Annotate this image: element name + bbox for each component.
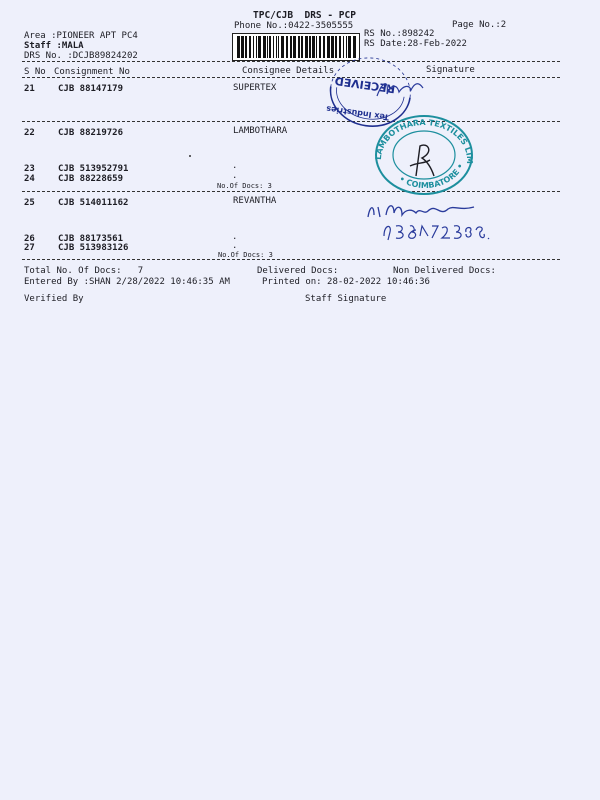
row-22-consignment: CJB 88219726 <box>58 128 124 138</box>
area-field: Area :PIONEER APT PC4 <box>24 31 138 41</box>
svg-text:Tex Industries: Tex Industries <box>325 104 390 122</box>
delivered-docs: Delivered Docs: <box>257 266 339 276</box>
group-rule-3 <box>22 259 560 260</box>
row-23-consignee: . <box>232 161 238 171</box>
row-27-sno: 27 <box>24 243 35 253</box>
stamp-signature <box>375 78 425 106</box>
row-23-consignment: CJB 513952791 <box>58 164 129 174</box>
row-26-sno: 26 <box>24 234 35 244</box>
verified-by-label: Verified By <box>24 294 84 304</box>
col-signature: Signature <box>426 65 475 75</box>
staff-signature-label: Staff Signature <box>305 294 387 304</box>
svg-text:RECEIVED: RECEIVED <box>333 74 396 96</box>
row-27-consignment: CJB 513983126 <box>58 243 129 253</box>
row-22-sno: 22 <box>24 128 35 138</box>
col-sno: S No <box>24 67 46 77</box>
header-rule-top <box>22 61 560 62</box>
row-25-sno: 25 <box>24 198 35 208</box>
svg-text:• COIMBATORE •: • COIMBATORE • <box>397 162 466 191</box>
rs-date: RS Date:28-Feb-2022 <box>364 39 467 49</box>
row-21-consignee: SUPERTEX <box>233 83 277 93</box>
document-title: TPC/CJB DRS - PCP <box>253 10 356 21</box>
rs-number: RS No.:898242 <box>364 29 435 39</box>
row-24-consignment: CJB 88228659 <box>58 174 124 184</box>
row-21-sno: 21 <box>24 84 35 94</box>
row-21-consignment: CJB 88147179 <box>58 84 124 94</box>
svg-text:LAMBOTHARA TEXTILES LIMITED: LAMBOTHARA TEXTILES LIM <box>373 117 475 164</box>
row-25-consignment: CJB 514011162 <box>58 198 129 208</box>
row-23-sno: 23 <box>24 164 35 174</box>
row-26-consignment: CJB 88173561 <box>58 234 124 244</box>
speck <box>189 155 191 157</box>
row-22-consignee: LAMBOTHARA <box>233 126 288 136</box>
group-doc-count: No.Of Docs: 3 <box>218 251 273 259</box>
staff-field: Staff :MALA <box>24 41 84 51</box>
drs-number: DRS No. :DCJB89824202 <box>24 51 138 61</box>
page-number: Page No.:2 <box>452 20 507 30</box>
group-doc-count: No.Of Docs: 3 <box>217 182 272 190</box>
row-25-phone <box>382 222 492 246</box>
entered-by: Entered By :SHAN 2/28/2022 10:46:35 AM <box>24 277 230 287</box>
row-25-consignee: REVANTHA <box>233 196 277 206</box>
phone-number: Phone No.:0422-3505555 <box>234 21 354 31</box>
col-consignee: Consignee Details <box>242 66 335 76</box>
row-24-sno: 24 <box>24 174 35 184</box>
group-rule-2 <box>22 191 560 192</box>
col-consignment: Consignment No <box>54 67 130 77</box>
non-delivered-docs: Non Delivered Docs: <box>393 266 496 276</box>
row-27-consignee: . <box>232 241 238 251</box>
total-docs: Total No. Of Docs: 7 <box>24 266 144 276</box>
printed-on: Printed on: 28-02-2022 10:46:36 <box>262 277 430 287</box>
row-22-signature <box>408 140 438 184</box>
row-26-consignee: . <box>232 232 238 242</box>
group-rule-1 <box>22 121 560 122</box>
header-rule-bottom <box>22 77 560 78</box>
row-24-consignee: . <box>232 171 238 181</box>
